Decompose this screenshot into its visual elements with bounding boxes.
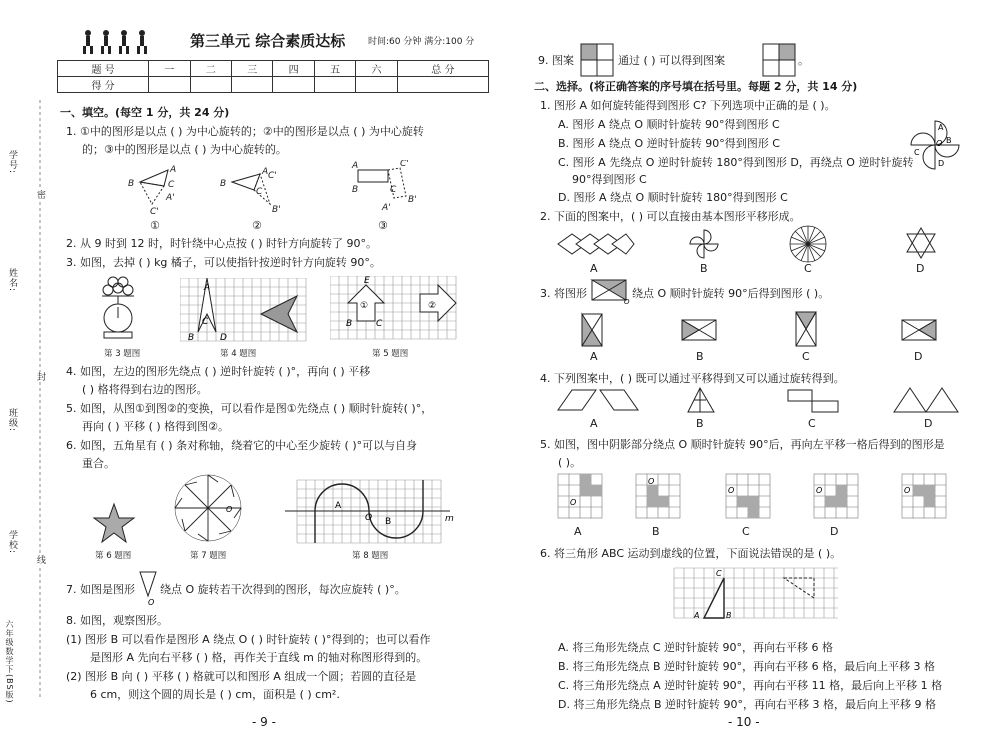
svg-text:C': C' bbox=[268, 171, 277, 181]
q9-pattern-before-figure bbox=[580, 43, 614, 77]
q4-line1: 4. 如图，左边的图形先绕点 ( ) 逆时针旋转 ( )°，再向 ( ) 平移 bbox=[66, 365, 371, 378]
score-header: 一 bbox=[149, 61, 190, 77]
svg-text:①: ① bbox=[360, 301, 369, 311]
c4-question: 4. 下列图案中，( ) 既可以通过平移得到又可以通过旋转得到。 bbox=[540, 372, 845, 385]
c2-label-c: C bbox=[804, 262, 812, 275]
c1-option-c-cont: 90°得到图形 C bbox=[572, 173, 647, 186]
svg-text:A: A bbox=[938, 123, 944, 132]
svg-text:C: C bbox=[376, 319, 383, 329]
margin-seal-feng: 封 bbox=[35, 372, 45, 382]
svg-text:A: A bbox=[170, 165, 177, 175]
c3-label-d: D bbox=[914, 350, 923, 363]
c4-option-d-figure bbox=[892, 386, 962, 414]
svg-text:A: A bbox=[335, 501, 342, 511]
c2-label-d: D bbox=[916, 262, 925, 275]
c4-label-d: D bbox=[924, 417, 933, 430]
svg-text:A': A' bbox=[166, 193, 175, 203]
c3-option-b-figure bbox=[680, 318, 720, 344]
score-cell[interactable] bbox=[397, 77, 488, 93]
page-title: 第三单元 综合素质达标 bbox=[190, 32, 346, 50]
q8-text: 8. 如图，观察图形。 bbox=[66, 614, 168, 627]
c1-question: 1. 图形 A 如何旋转能得到图形 C? 下列选项中正确的是 ( )。 bbox=[540, 99, 836, 112]
svg-text:B': B' bbox=[408, 195, 417, 205]
svg-text:A: A bbox=[204, 283, 211, 293]
c4-option-b-figure bbox=[686, 386, 716, 414]
c4-option-c-figure bbox=[786, 388, 842, 414]
caption-q6: 第 6 题图 bbox=[95, 551, 132, 561]
svg-text:C: C bbox=[168, 180, 175, 190]
c3-text-start: 3. 将图形 bbox=[540, 287, 587, 300]
score-header: 题 号 bbox=[58, 61, 149, 77]
svg-text:B: B bbox=[385, 517, 392, 527]
c5-label-a: A bbox=[574, 525, 582, 538]
caption-q7: 第 7 题图 bbox=[190, 551, 227, 561]
svg-text:C: C bbox=[256, 187, 263, 197]
c2-option-c-wheel-figure bbox=[788, 224, 828, 264]
q1-fig-mark-1: ① bbox=[150, 219, 160, 232]
q5-grid-figure bbox=[330, 276, 460, 342]
q1-fig-mark-2: ② bbox=[252, 219, 262, 232]
q4-line2: ( ) 格将得到右边的图形。 bbox=[82, 383, 208, 396]
caption-q4: 第 4 题图 bbox=[220, 349, 257, 359]
page-number-right: - 10 - bbox=[728, 715, 760, 729]
c1-option-c: C. 图形 A 先绕点 O 逆时针旋转 180°得到图形 D，再绕点 O 逆时针旋转 bbox=[558, 156, 914, 169]
q7-text-end: 绕点 O 旋转若干次得到的图形，每次应旋转 ( )°。 bbox=[160, 583, 406, 596]
q9-text-start: 9. 图案 bbox=[538, 54, 574, 67]
c2-option-a-figure bbox=[556, 228, 636, 262]
q5-line1: 5. 如图，从图①到图②的变换，可以看作是图①先绕点 ( ) 顺时针旋转( )°， bbox=[66, 402, 433, 415]
svg-text:C: C bbox=[914, 148, 920, 157]
c6-question: 6. 将三角形 ABC 运动到虚线的位置，下面说法错误的是 ( )。 bbox=[540, 547, 842, 560]
svg-text:B: B bbox=[346, 319, 353, 329]
svg-text:C': C' bbox=[400, 160, 409, 169]
svg-text:E: E bbox=[364, 276, 370, 286]
section1-heading: 一、填空。(每空 1 分，共 24 分) bbox=[60, 106, 230, 119]
c5-label-c: C bbox=[742, 525, 750, 538]
c6-option-d: D. 将三角形先绕点 B 逆时针旋转 90°，再向右平移 3 格，最后向上平移 9 格 bbox=[558, 698, 936, 711]
c6-option-a: A. 将三角形先绕点 C 逆时针旋转 90°，再向右平移 6 格 bbox=[558, 641, 833, 654]
svg-text:B: B bbox=[220, 179, 227, 189]
q8-1-line1: (1) 图形 B 可以看作是图形 A 绕点 O ( ) 时针旋转 ( )°得到的；也可以看作 bbox=[66, 633, 431, 646]
svg-text:O: O bbox=[936, 139, 943, 148]
svg-text:B: B bbox=[352, 185, 359, 195]
runners-decoration-icon bbox=[80, 28, 152, 56]
margin-label-student-id: 学号: bbox=[7, 150, 17, 175]
score-cell[interactable] bbox=[232, 77, 273, 93]
svg-text:C: C bbox=[716, 569, 722, 578]
svg-text:O: O bbox=[728, 486, 735, 495]
svg-text:A: A bbox=[694, 611, 700, 620]
c1-option-a: A. 图形 A 绕点 O 顺时针旋转 90°得到图形 C bbox=[558, 118, 780, 131]
c3-option-a-figure bbox=[580, 312, 606, 350]
caption-q8: 第 8 题图 bbox=[352, 551, 389, 561]
time-info: 时间:60 分钟 满分:100 分 bbox=[368, 37, 475, 47]
svg-text:A: A bbox=[262, 167, 269, 177]
svg-text:B: B bbox=[946, 136, 952, 145]
svg-text:B: B bbox=[128, 179, 135, 189]
c2-label-a: A bbox=[590, 262, 598, 275]
score-cell[interactable] bbox=[149, 77, 190, 93]
margin-label-name: 姓名: bbox=[7, 268, 17, 293]
q8-2-line2: 6 cm，则这个圆的周长是 ( ) cm，面积是 ( ) cm². bbox=[90, 688, 340, 701]
score-header: 四 bbox=[273, 61, 314, 77]
c6-option-c: C. 将三角形先绕点 A 逆时针旋转 90°，再向右平移 11 格，最后向上平移 1 格 bbox=[558, 679, 943, 692]
q3-text: 3. 如图，去掉 ( ) kg 橘子，可以使指针按逆时针方向旋转 90°。 bbox=[66, 256, 381, 269]
c3-option-d-figure bbox=[900, 318, 940, 344]
score-cell[interactable] bbox=[314, 77, 355, 93]
c3-label-b: B bbox=[696, 350, 704, 363]
q6-line2: 重合。 bbox=[82, 457, 115, 470]
q7-text-start: 7. 如图是图形 bbox=[66, 583, 135, 596]
svg-text:O: O bbox=[648, 477, 655, 486]
svg-text:O: O bbox=[226, 505, 233, 514]
score-header: 六 bbox=[356, 61, 397, 77]
c2-label-b: B bbox=[700, 262, 708, 275]
svg-text:A: A bbox=[352, 161, 359, 171]
c6-option-b: B. 将三角形先绕点 B 逆时针旋转 90°，再向右平移 6 格，最后向上平移 3 格 bbox=[558, 660, 936, 673]
score-header: 三 bbox=[232, 61, 273, 77]
margin-seal-xian: 线 bbox=[35, 555, 45, 565]
score-cell[interactable] bbox=[190, 77, 231, 93]
c5-label-d: D bbox=[830, 525, 839, 538]
q1-line2: 的；③中的图形是以点 ( ) 为中心旋转的。 bbox=[82, 143, 287, 156]
c4-option-a-figure bbox=[556, 388, 640, 414]
c3-label-c: C bbox=[802, 350, 810, 363]
score-cell[interactable] bbox=[273, 77, 314, 93]
svg-text:O: O bbox=[365, 513, 373, 523]
svg-text:D: D bbox=[220, 333, 227, 343]
svg-text:B: B bbox=[188, 333, 195, 343]
c2-option-b-pinwheel-figure bbox=[686, 226, 722, 262]
section2-heading: 二、选择。(将正确答案的序号填在括号里。每题 2 分，共 14 分) bbox=[534, 80, 858, 93]
c3-shape-figure bbox=[590, 278, 632, 304]
q8-grid-figure bbox=[285, 478, 465, 546]
caption-q3: 第 3 题图 bbox=[104, 349, 141, 359]
svg-text:B': B' bbox=[272, 205, 281, 215]
c5-line2: ( )。 bbox=[558, 456, 582, 469]
svg-text:O: O bbox=[570, 498, 577, 507]
scale-with-oranges-figure bbox=[98, 276, 148, 342]
c2-option-d-star-figure bbox=[904, 226, 938, 260]
svg-text:O: O bbox=[904, 486, 911, 495]
svg-text:O: O bbox=[816, 486, 823, 495]
svg-text:②: ② bbox=[428, 301, 437, 311]
margin-seal-mi: 密 bbox=[35, 190, 45, 200]
q8-1-line2: 是图形 A 先向右平移 ( ) 格，再作关于直线 m 的轴对称图形得到的。 bbox=[90, 651, 428, 664]
c4-label-a: A bbox=[590, 417, 598, 430]
c2-question: 2. 下面的图案中，( ) 可以直接由基本图形平移形成。 bbox=[540, 210, 801, 223]
score-row-label: 得 分 bbox=[58, 77, 149, 93]
q9-text-middle: 通过 ( ) 可以得到图案 bbox=[618, 54, 726, 67]
c3-option-c-figure bbox=[794, 310, 820, 350]
svg-text:O: O bbox=[148, 598, 155, 606]
q5-line2: 再向 ( ) 平移 ( ) 格得到图②。 bbox=[82, 420, 230, 433]
c4-label-c: C bbox=[808, 417, 816, 430]
c1-option-b: B. 图形 A 绕点 O 逆时针旋转 90°得到图形 C bbox=[558, 137, 780, 150]
c5-grid-figures bbox=[556, 472, 956, 520]
score-cell[interactable] bbox=[356, 77, 397, 93]
page-number-left: - 9 - bbox=[252, 715, 276, 729]
q6-line1: 6. 如图，五角星有 ( ) 条对称轴，绕着它的中心至少旋转 ( )°可以与自身 bbox=[66, 439, 418, 452]
right-page bbox=[500, 0, 1000, 754]
score-header: 总 分 bbox=[397, 61, 488, 77]
margin-label-class: 班级: bbox=[7, 408, 17, 433]
svg-text:D: D bbox=[938, 159, 945, 168]
q8-2-line1: (2) 图形 B 向 ( ) 平移 ( ) 格就可以和图形 A 组成一个圆；若圆的直径是 bbox=[66, 670, 417, 683]
svg-text:A': A' bbox=[382, 203, 391, 213]
q9-text-end: 。 bbox=[798, 54, 809, 67]
q7-small-triangle-figure bbox=[138, 570, 160, 606]
score-table bbox=[57, 60, 489, 93]
c3-text-end: 绕点 O 顺时针旋转 90°后得到图形 ( )。 bbox=[632, 287, 830, 300]
q2-text: 2. 从 9 时到 12 时，时针绕中心点按 ( ) 时针方向旋转了 90°。 bbox=[66, 237, 378, 250]
score-header: 五 bbox=[314, 61, 355, 77]
book-label: 六年级数学下(BS版) bbox=[5, 620, 14, 704]
c5-label-b: B bbox=[652, 525, 660, 538]
svg-text:C': C' bbox=[150, 207, 159, 217]
c4-label-b: B bbox=[696, 417, 704, 430]
svg-text:m: m bbox=[445, 514, 454, 524]
rotated-triangles-figure bbox=[172, 472, 244, 544]
margin-label-school: 学校: bbox=[7, 530, 17, 555]
pinwheel-figure bbox=[906, 116, 964, 174]
q9-pattern-after-figure bbox=[762, 43, 796, 77]
svg-text:O: O bbox=[624, 298, 630, 304]
c3-label-a: A bbox=[590, 350, 598, 363]
svg-text:C: C bbox=[202, 317, 209, 327]
c5-line1: 5. 如图，图中阴影部分绕点 O 顺时针旋转 90°后，再向左平移一格后得到的图形是 bbox=[540, 438, 945, 451]
q1-line1: 1. ①中的图形是以点 ( ) 为中心旋转的；②中的图形是以点 ( ) 为中心旋转 bbox=[66, 125, 424, 138]
q1-figures bbox=[120, 160, 440, 232]
star-figure bbox=[92, 502, 136, 544]
c1-option-d: D. 图形 A 绕点 O 顺时针旋转 180°得到图形 C bbox=[558, 191, 788, 204]
score-header: 二 bbox=[190, 61, 231, 77]
c6-grid-figure bbox=[672, 566, 842, 626]
caption-q5: 第 5 题图 bbox=[372, 349, 409, 359]
svg-text:B: B bbox=[726, 611, 732, 620]
svg-text:C: C bbox=[390, 185, 397, 195]
q4-grid-figure bbox=[180, 278, 310, 344]
q1-fig-mark-3: ③ bbox=[378, 219, 388, 232]
